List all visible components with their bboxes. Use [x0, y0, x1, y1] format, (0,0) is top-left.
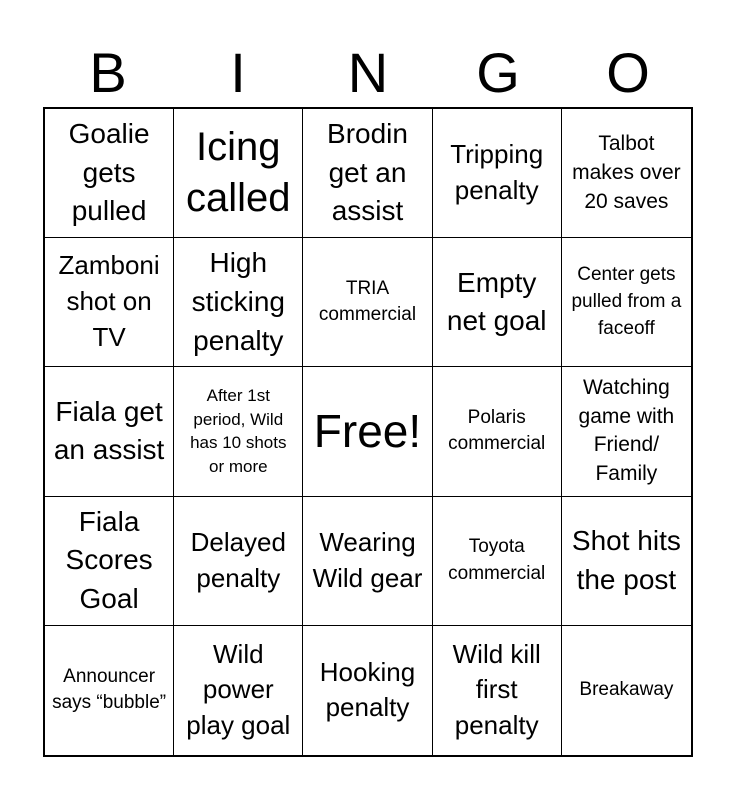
- bingo-cell[interactable]: [45, 109, 174, 238]
- bingo-cell-text: After 1st period, Wild has 10 shots or more: [190, 385, 287, 477]
- header-letter-i: I: [230, 41, 246, 104]
- bingo-cell-text: TRIA commercial: [318, 277, 417, 326]
- bingo-cell-text: Tripping penalty: [450, 139, 544, 206]
- bingo-cell-text: Empty net goal: [446, 266, 547, 337]
- bingo-cell[interactable]: [433, 367, 562, 496]
- bingo-cell-text: Talbot makes over 20 saves: [572, 131, 681, 213]
- bingo-cell-text: Fiala Scores Goal: [65, 505, 153, 614]
- bingo-cell[interactable]: [45, 367, 174, 496]
- bingo-cell[interactable]: [303, 238, 432, 367]
- bingo-cell[interactable]: [562, 497, 691, 626]
- bingo-cell-text: Wearing Wild gear: [312, 526, 423, 593]
- bingo-header: [43, 42, 693, 104]
- bingo-cell[interactable]: [303, 109, 432, 238]
- bingo-cell-text: Hooking penalty: [319, 656, 416, 723]
- bingo-cell[interactable]: [303, 626, 432, 755]
- header-letter-n: N: [347, 41, 389, 104]
- bingo-cell-text: Shot hits the post: [571, 525, 681, 595]
- bingo-cell[interactable]: [45, 626, 174, 755]
- bingo-cell-text: High sticking penalty: [191, 247, 285, 356]
- bingo-cell[interactable]: [562, 626, 691, 755]
- bingo-cell[interactable]: [45, 497, 174, 626]
- bingo-cell-text: Goalie gets pulled: [68, 118, 150, 227]
- bingo-cell-text: Breakaway: [579, 679, 674, 701]
- bingo-cell[interactable]: [174, 367, 303, 496]
- bingo-cell[interactable]: [303, 497, 432, 626]
- bingo-cell-text: Free!: [313, 404, 422, 457]
- bingo-cell-text: Watching game with Friend/ Family: [578, 375, 675, 486]
- bingo-cell-text: Announcer says “bubble”: [52, 665, 167, 714]
- bingo-board: [43, 107, 693, 757]
- bingo-cell[interactable]: [433, 109, 562, 238]
- bingo-cell[interactable]: [174, 109, 303, 238]
- bingo-cell-text: Toyota commercial: [448, 536, 546, 584]
- bingo-cell[interactable]: [562, 367, 691, 496]
- bingo-cell-text: Wild kill first penalty: [452, 638, 541, 741]
- bingo-cell[interactable]: [562, 109, 691, 238]
- bingo-cell[interactable]: [433, 238, 562, 367]
- free-space[interactable]: [303, 367, 432, 496]
- bingo-cell-text: Zamboni shot on TV: [58, 250, 160, 353]
- bingo-cell-text: Wild power play goal: [186, 638, 291, 741]
- bingo-cell[interactable]: [433, 626, 562, 755]
- bingo-cell-text: Center gets pulled from a faceoff: [571, 264, 682, 339]
- bingo-cell[interactable]: [45, 238, 174, 367]
- bingo-cell-text: Delayed penalty: [190, 526, 286, 593]
- bingo-cell[interactable]: [174, 238, 303, 367]
- header-letter-o: O: [606, 41, 650, 104]
- bingo-cell[interactable]: [174, 497, 303, 626]
- bingo-cell-text: Brodin get an assist: [327, 118, 408, 227]
- bingo-cell-text: Fiala get an assist: [53, 395, 165, 466]
- bingo-cell[interactable]: [433, 497, 562, 626]
- header-letter-b: B: [89, 41, 127, 104]
- bingo-cell-text: Icing called: [186, 124, 291, 221]
- bingo-cell-text: Polaris commercial: [448, 406, 546, 455]
- bingo-cell[interactable]: [174, 626, 303, 755]
- header-letter-g: G: [476, 41, 520, 104]
- bingo-cell[interactable]: [562, 238, 691, 367]
